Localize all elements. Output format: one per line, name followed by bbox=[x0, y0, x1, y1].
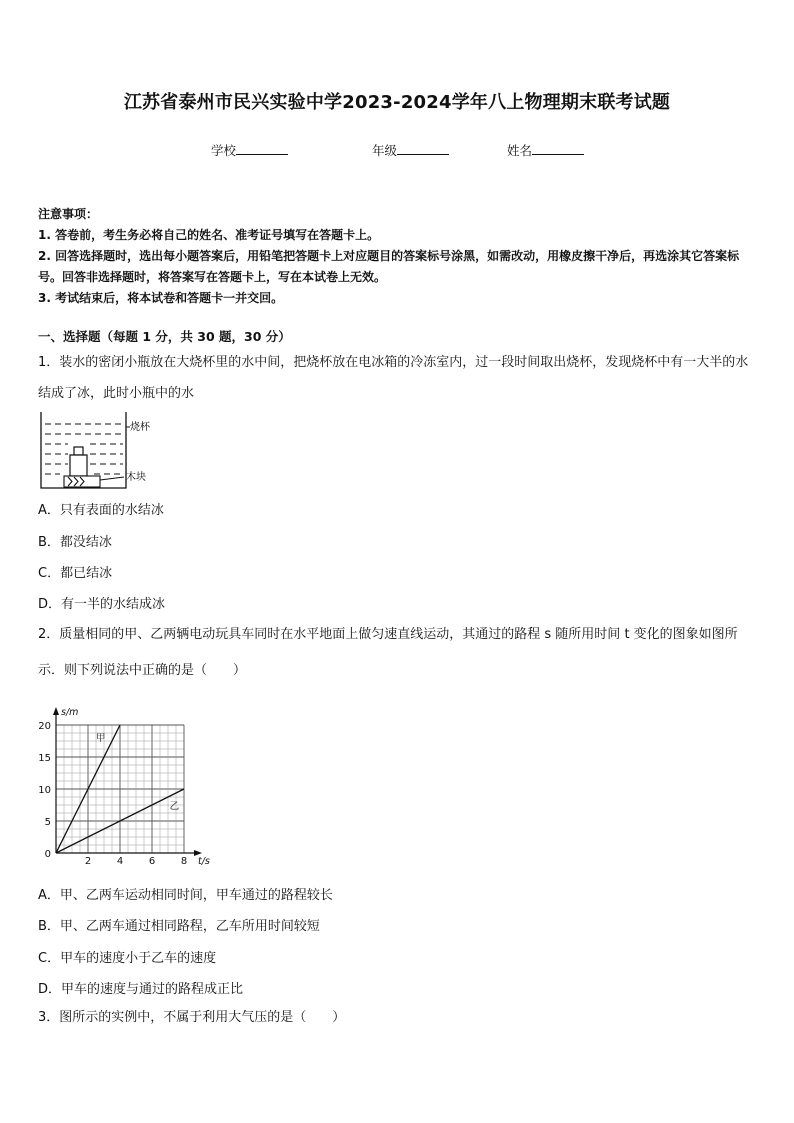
school-blank bbox=[236, 142, 288, 155]
notice-item-2: 2. 回答选择题时，选出每小题答案后，用铅笔把答题卡上对应题目的答案标号涂黑，如需改动，用橡皮擦干净后，再选涂其它答案标号。回答非选择题时，将答案写在答题卡上，写在本试卷上无效。 bbox=[38, 249, 740, 284]
small-bottle bbox=[70, 447, 87, 476]
name-blank bbox=[532, 142, 584, 155]
y-axis-label: s/m bbox=[61, 707, 79, 718]
x-axis-label: t/s bbox=[198, 856, 210, 867]
question-1-option-a[interactable]: A．只有表面的水结冰 bbox=[38, 503, 164, 518]
grade-blank bbox=[397, 142, 449, 155]
wood-block bbox=[64, 476, 100, 487]
y-tick-label: 10 bbox=[38, 785, 51, 796]
question-2-stem: 2．质量相同的甲、乙两辆电动玩具车同时在水平地面上做匀速直线运动，其通过的路程 s 随所用时间 t 变化的图象如图所示．则下列说法中正确的是（ ） bbox=[38, 627, 738, 678]
y-axis-arrow bbox=[53, 707, 59, 715]
question-1-option-c[interactable]: C．都已结冰 bbox=[38, 566, 113, 581]
notice-item-3: 3. 考试结束后，将本试卷和答题卡一并交回。 bbox=[38, 291, 284, 305]
info-fields bbox=[0, 141, 794, 161]
question-2-option-c[interactable]: C．甲车的速度小于乙车的速度 bbox=[38, 951, 217, 966]
notice-block bbox=[38, 204, 758, 309]
x-tick-label: 4 bbox=[116, 856, 124, 867]
wood-block-label: 木块 bbox=[126, 472, 146, 483]
name-field bbox=[507, 141, 584, 159]
grade-field bbox=[372, 141, 449, 159]
question-3-stem: 3．图所示的实例中，不属于利用大气压的是（ ） bbox=[38, 1010, 346, 1025]
x-tick-label: 6 bbox=[148, 856, 156, 867]
origin-label: 0 bbox=[44, 849, 51, 860]
question-2-option-a[interactable]: A．甲、乙两车运动相同时间，甲车通过的路程较长 bbox=[38, 888, 333, 903]
question-2-option-d[interactable]: D．甲车的速度与通过的路程成正比 bbox=[38, 982, 244, 997]
page-title: 江苏省泰州市民兴实验中学2023-2024学年八上物理期末联考试题 bbox=[123, 92, 671, 113]
x-tick-label: 8 bbox=[180, 856, 188, 867]
question-1-option-d[interactable]: D．有一半的水结成冰 bbox=[38, 597, 166, 612]
question-1-option-b[interactable]: B．都没结冰 bbox=[38, 535, 112, 550]
question-1-stem: 1．装水的密闭小瓶放在大烧杯里的水中间，把烧杯放在电冰箱的冷冻室内，过一段时间取出烧杯，发现烧杯中有一大半的水结成了冰，此时小瓶中的水 bbox=[38, 355, 749, 401]
x-tick-label: 2 bbox=[84, 856, 92, 867]
beaker-label: 烧杯 bbox=[130, 422, 150, 433]
school-label: 学校 bbox=[211, 143, 237, 158]
y-tick-label: 15 bbox=[38, 753, 51, 764]
beaker-figure bbox=[38, 410, 173, 492]
school-field bbox=[211, 141, 288, 159]
grade-label: 年级 bbox=[372, 143, 398, 158]
question-2-option-b[interactable]: B．甲、乙两车通过相同路程，乙车所用时间较短 bbox=[38, 919, 320, 934]
name-label: 姓名 bbox=[507, 143, 533, 158]
notice-item-1: 1. 答卷前，考生务必将自己的姓名、准考证号填写在答题卡上。 bbox=[38, 228, 380, 242]
series-label-jia: 甲 bbox=[96, 733, 106, 744]
distance-time-chart bbox=[32, 698, 217, 868]
notice-heading: 注意事项： bbox=[38, 207, 99, 221]
y-tick-label: 20 bbox=[38, 721, 51, 732]
series-label-yi: 乙 bbox=[169, 800, 180, 812]
y-tick-label: 5 bbox=[44, 817, 51, 828]
section-heading: 一、选择题（每题 1 分，共 30 题，30 分） bbox=[38, 329, 291, 344]
